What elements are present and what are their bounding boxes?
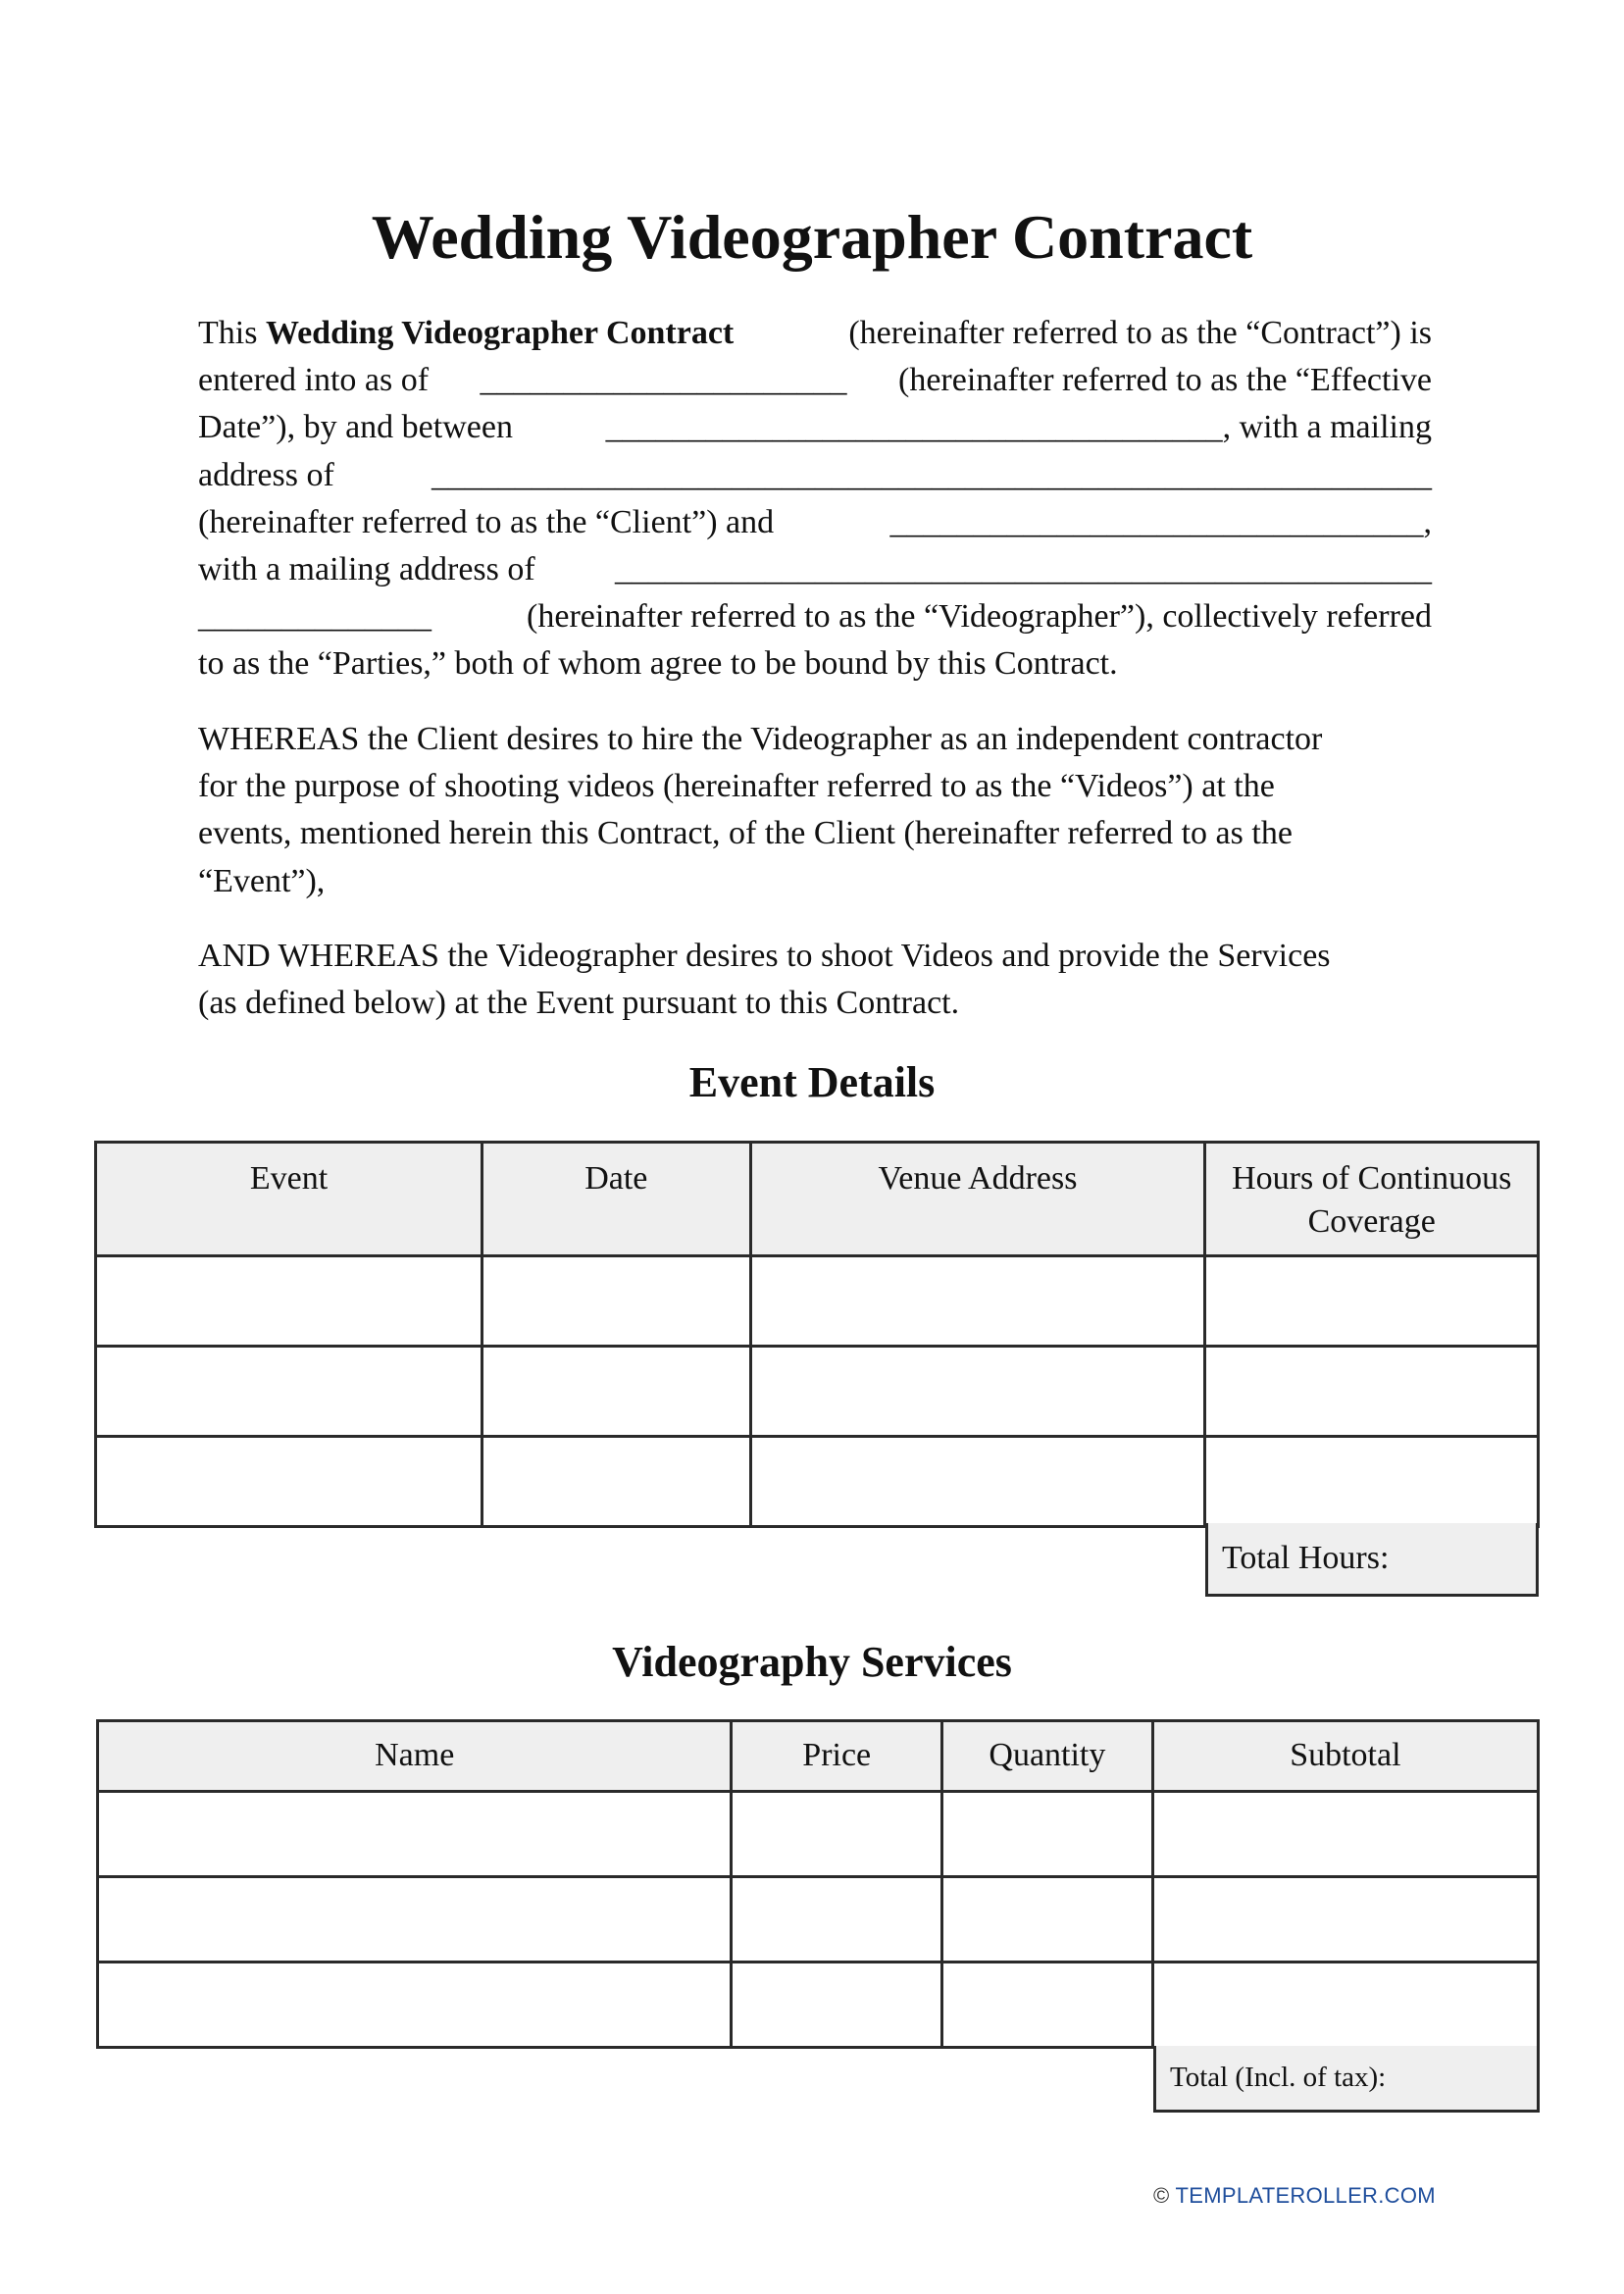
intro-line-1 (198, 310, 1432, 357)
table-cell[interactable] (482, 1347, 750, 1437)
contract-name-bold: Wedding Videographer Contract (265, 315, 735, 351)
table-row (98, 1877, 1539, 1963)
table-cell[interactable] (98, 1963, 732, 2048)
intro-text: (hereinafter referred to as the “Client”) and (198, 503, 775, 540)
whereas-1-line (198, 716, 1432, 763)
whereas-paragraph-1 (198, 716, 1432, 905)
paragraph-text: for the purpose of shooting videos (hereinafter referred to as the “Videos”) at the (198, 768, 1275, 805)
table-cell[interactable] (750, 1347, 1205, 1437)
table-cell[interactable] (942, 1963, 1153, 2048)
total-incl-tax-cell[interactable] (1153, 2046, 1540, 2113)
table-cell[interactable] (1205, 1437, 1539, 1527)
copyright-icon: © (1153, 2183, 1170, 2208)
intro-line-2 (198, 357, 1432, 404)
table-cell[interactable] (942, 1877, 1153, 1963)
intro-text: , (1423, 503, 1432, 540)
table-row (96, 1437, 1539, 1527)
paragraph-text: AND WHEREAS the Videographer desires to shoot Videos and provide the Services (198, 938, 1331, 974)
column-header-event: Event (96, 1143, 482, 1256)
intro-text: to as the “Parties,” both of whom agree to be bound by this Contract. (198, 645, 1118, 683)
intro-text: , with a mailing (1222, 409, 1432, 446)
column-header-venue-address: Venue Address (750, 1143, 1205, 1256)
table-cell[interactable] (98, 1877, 732, 1963)
table-cell[interactable] (1205, 1347, 1539, 1437)
table-row (96, 1256, 1539, 1347)
videographer-name-blank[interactable]: ________________________________ (889, 503, 1424, 540)
table-cell[interactable] (96, 1256, 482, 1347)
whereas-1-line (198, 858, 1432, 905)
whereas-paragraph-2 (198, 933, 1432, 1027)
event-details-heading: Event Details (688, 1058, 936, 1106)
whereas-2-line (198, 980, 1432, 1027)
client-address-blank[interactable]: ____________________________________________________________ (431, 456, 1432, 493)
column-header-subtotal: Subtotal (1152, 1721, 1538, 1792)
paragraph-text: WHEREAS the Client desires to hire the Videographer as an independent contractor (198, 721, 1323, 757)
table-row (98, 1792, 1539, 1877)
intro-text: (hereinafter referred to as the “Contract”) is (839, 315, 1432, 351)
column-header-date: Date (482, 1143, 750, 1256)
table-cell[interactable] (750, 1256, 1205, 1347)
table-cell[interactable] (732, 1877, 942, 1963)
intro-text: Date”), by and between (198, 409, 513, 446)
column-header-quantity: Quantity (942, 1721, 1153, 1792)
column-header-hours: Hours of Continuous Coverage (1205, 1143, 1539, 1256)
table-cell[interactable] (750, 1437, 1205, 1527)
table-cell[interactable] (1205, 1256, 1539, 1347)
table-cell[interactable] (96, 1437, 482, 1527)
videography-services-heading: Videography Services (612, 1638, 1012, 1686)
intro-text: (hereinafter referred to as the “Videographer”), collectively referred (527, 598, 1432, 636)
videography-services-table (96, 1719, 1540, 2049)
table-cell[interactable] (482, 1437, 750, 1527)
total-hours-cell[interactable] (1205, 1523, 1539, 1597)
intro-line-5 (198, 499, 1432, 546)
paragraph-text: events, mentioned herein this Contract, of the Client (hereinafter referred to as the (198, 815, 1293, 852)
intro-text: (hereinafter referred to as the “Effective (898, 362, 1432, 399)
paragraph-text: “Event”), (198, 862, 326, 899)
table-row (98, 1963, 1539, 2048)
event-details-table (94, 1141, 1540, 1528)
table-cell[interactable] (1152, 1792, 1538, 1877)
intro-text: entered into as of (198, 362, 430, 399)
videographer-address-blank[interactable]: _________________________________________________ (615, 550, 1432, 587)
table-cell[interactable] (98, 1792, 732, 1877)
table-cell[interactable] (96, 1347, 482, 1437)
column-header-price: Price (732, 1721, 942, 1792)
footer-link[interactable]: TEMPLATEROLLER.COM (1175, 2183, 1436, 2208)
total-incl-tax-label: Total (Incl. of tax): (1170, 2062, 1387, 2093)
intro-line-3 (198, 404, 1432, 451)
intro-line-4 (198, 452, 1432, 499)
total-hours-label: Total Hours: (1222, 1540, 1390, 1576)
videographer-address-blank-2[interactable]: ______________ (198, 598, 431, 636)
intro-line-7 (198, 593, 1432, 640)
table-row (96, 1347, 1539, 1437)
table-cell[interactable] (482, 1256, 750, 1347)
table-cell[interactable] (732, 1792, 942, 1877)
whereas-1-line (198, 810, 1432, 857)
effective-date-blank[interactable]: ______________________ (480, 362, 847, 399)
column-header-name: Name (98, 1721, 732, 1792)
intro-text: This (198, 315, 266, 351)
intro-line-8 (198, 640, 1432, 688)
intro-paragraph (198, 310, 1432, 688)
intro-line-6 (198, 546, 1432, 593)
table-cell[interactable] (1152, 1877, 1538, 1963)
intro-text: address of (198, 456, 334, 493)
intro-text: with a mailing address of (198, 550, 535, 587)
table-header-row (96, 1143, 1539, 1256)
table-cell[interactable] (1152, 1963, 1538, 2048)
whereas-2-line (198, 933, 1432, 980)
document-title: Wedding Videographer Contract (371, 202, 1253, 272)
footer-credit (1153, 2183, 1436, 2209)
paragraph-text: (as defined below) at the Event pursuant to this Contract. (198, 985, 960, 1022)
whereas-1-line (198, 763, 1432, 810)
table-header-row (98, 1721, 1539, 1792)
client-name-blank[interactable]: _____________________________________ (605, 409, 1223, 446)
table-cell[interactable] (942, 1792, 1153, 1877)
table-cell[interactable] (732, 1963, 942, 2048)
